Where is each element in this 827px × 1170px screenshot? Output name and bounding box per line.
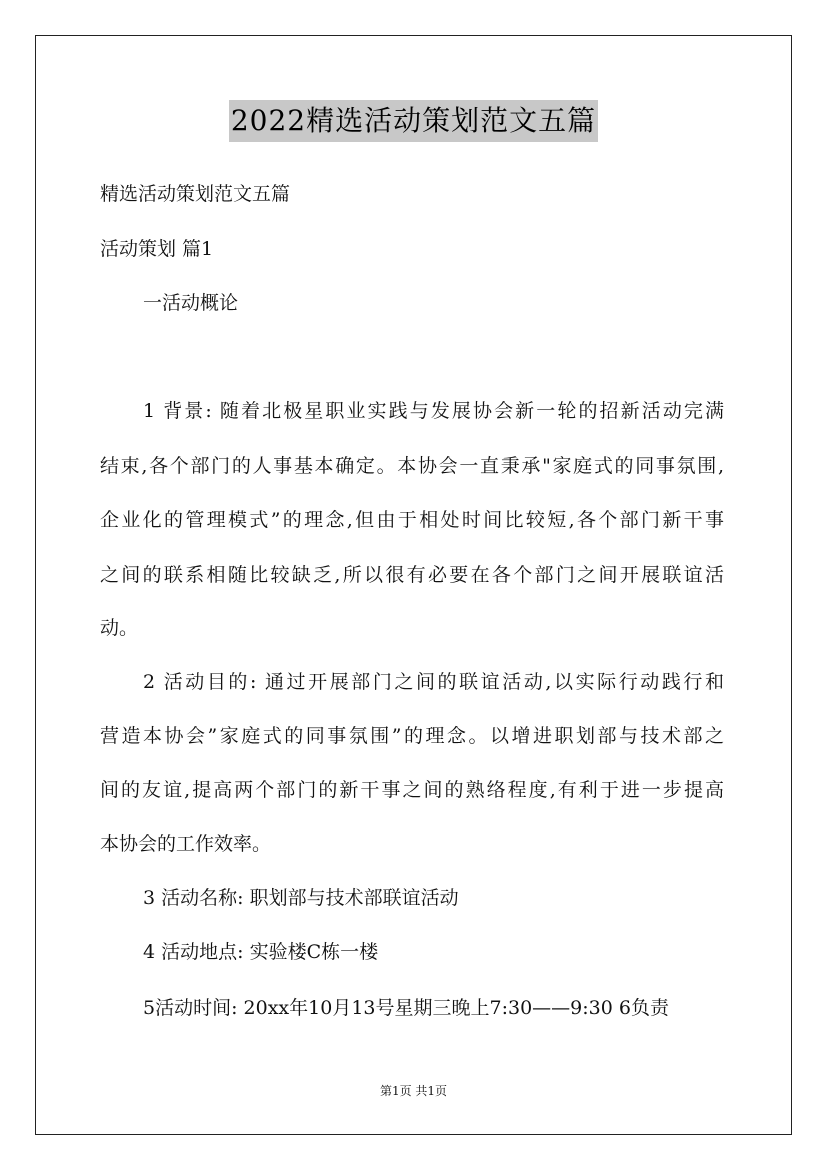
page-footer: 第1页 共1页 xyxy=(379,1084,448,1098)
document-title: 2022精选活动策划范文五篇 xyxy=(229,100,598,142)
sub-heading: 一活动概论 xyxy=(143,292,239,314)
paragraph-line: 间的友谊,提高两个部门的新干事之间的熟络程度,有利于进一步提高 xyxy=(100,779,724,801)
section-heading: 活动策划 篇1 xyxy=(100,238,214,260)
paragraph-line: 1 背景: 随着北极星职业实践与发展协会新一轮的招新活动完满 xyxy=(143,400,724,422)
activity-time-line: 5活动时间: 20xx年10月13号星期三晚上7:30——9:30 6负责 xyxy=(143,997,669,1019)
paragraph-line: 本协会的工作效率。 xyxy=(100,833,272,855)
paragraph-line: 营造本协会”家庭式的同事氛围”的理念。以增进职划部与技术部之 xyxy=(100,725,724,747)
activity-location-line: 4 活动地点: 实验楼C栋一楼 xyxy=(143,941,379,963)
document-subtitle: 精选活动策划范文五篇 xyxy=(100,183,291,205)
activity-name-line: 3 活动名称: 职划部与技术部联谊活动 xyxy=(143,887,459,909)
paragraph-line: 2 活动目的: 通过开展部门之间的联谊活动,以实际行动践行和 xyxy=(143,671,724,693)
title-container xyxy=(0,100,827,142)
paragraph-line: 之间的联系相随比较缺乏,所以很有必要在各个部门之间开展联谊活 xyxy=(100,564,724,586)
paragraph-line: 结束,各个部门的人事基本确定。本协会一直秉承"家庭式的同事氛围, xyxy=(100,455,724,477)
paragraph-line: 动。 xyxy=(100,617,139,639)
paragraph-line: 企业化的管理模式”的理念,但由于相处时间比较短,各个部门新干事 xyxy=(100,509,724,531)
